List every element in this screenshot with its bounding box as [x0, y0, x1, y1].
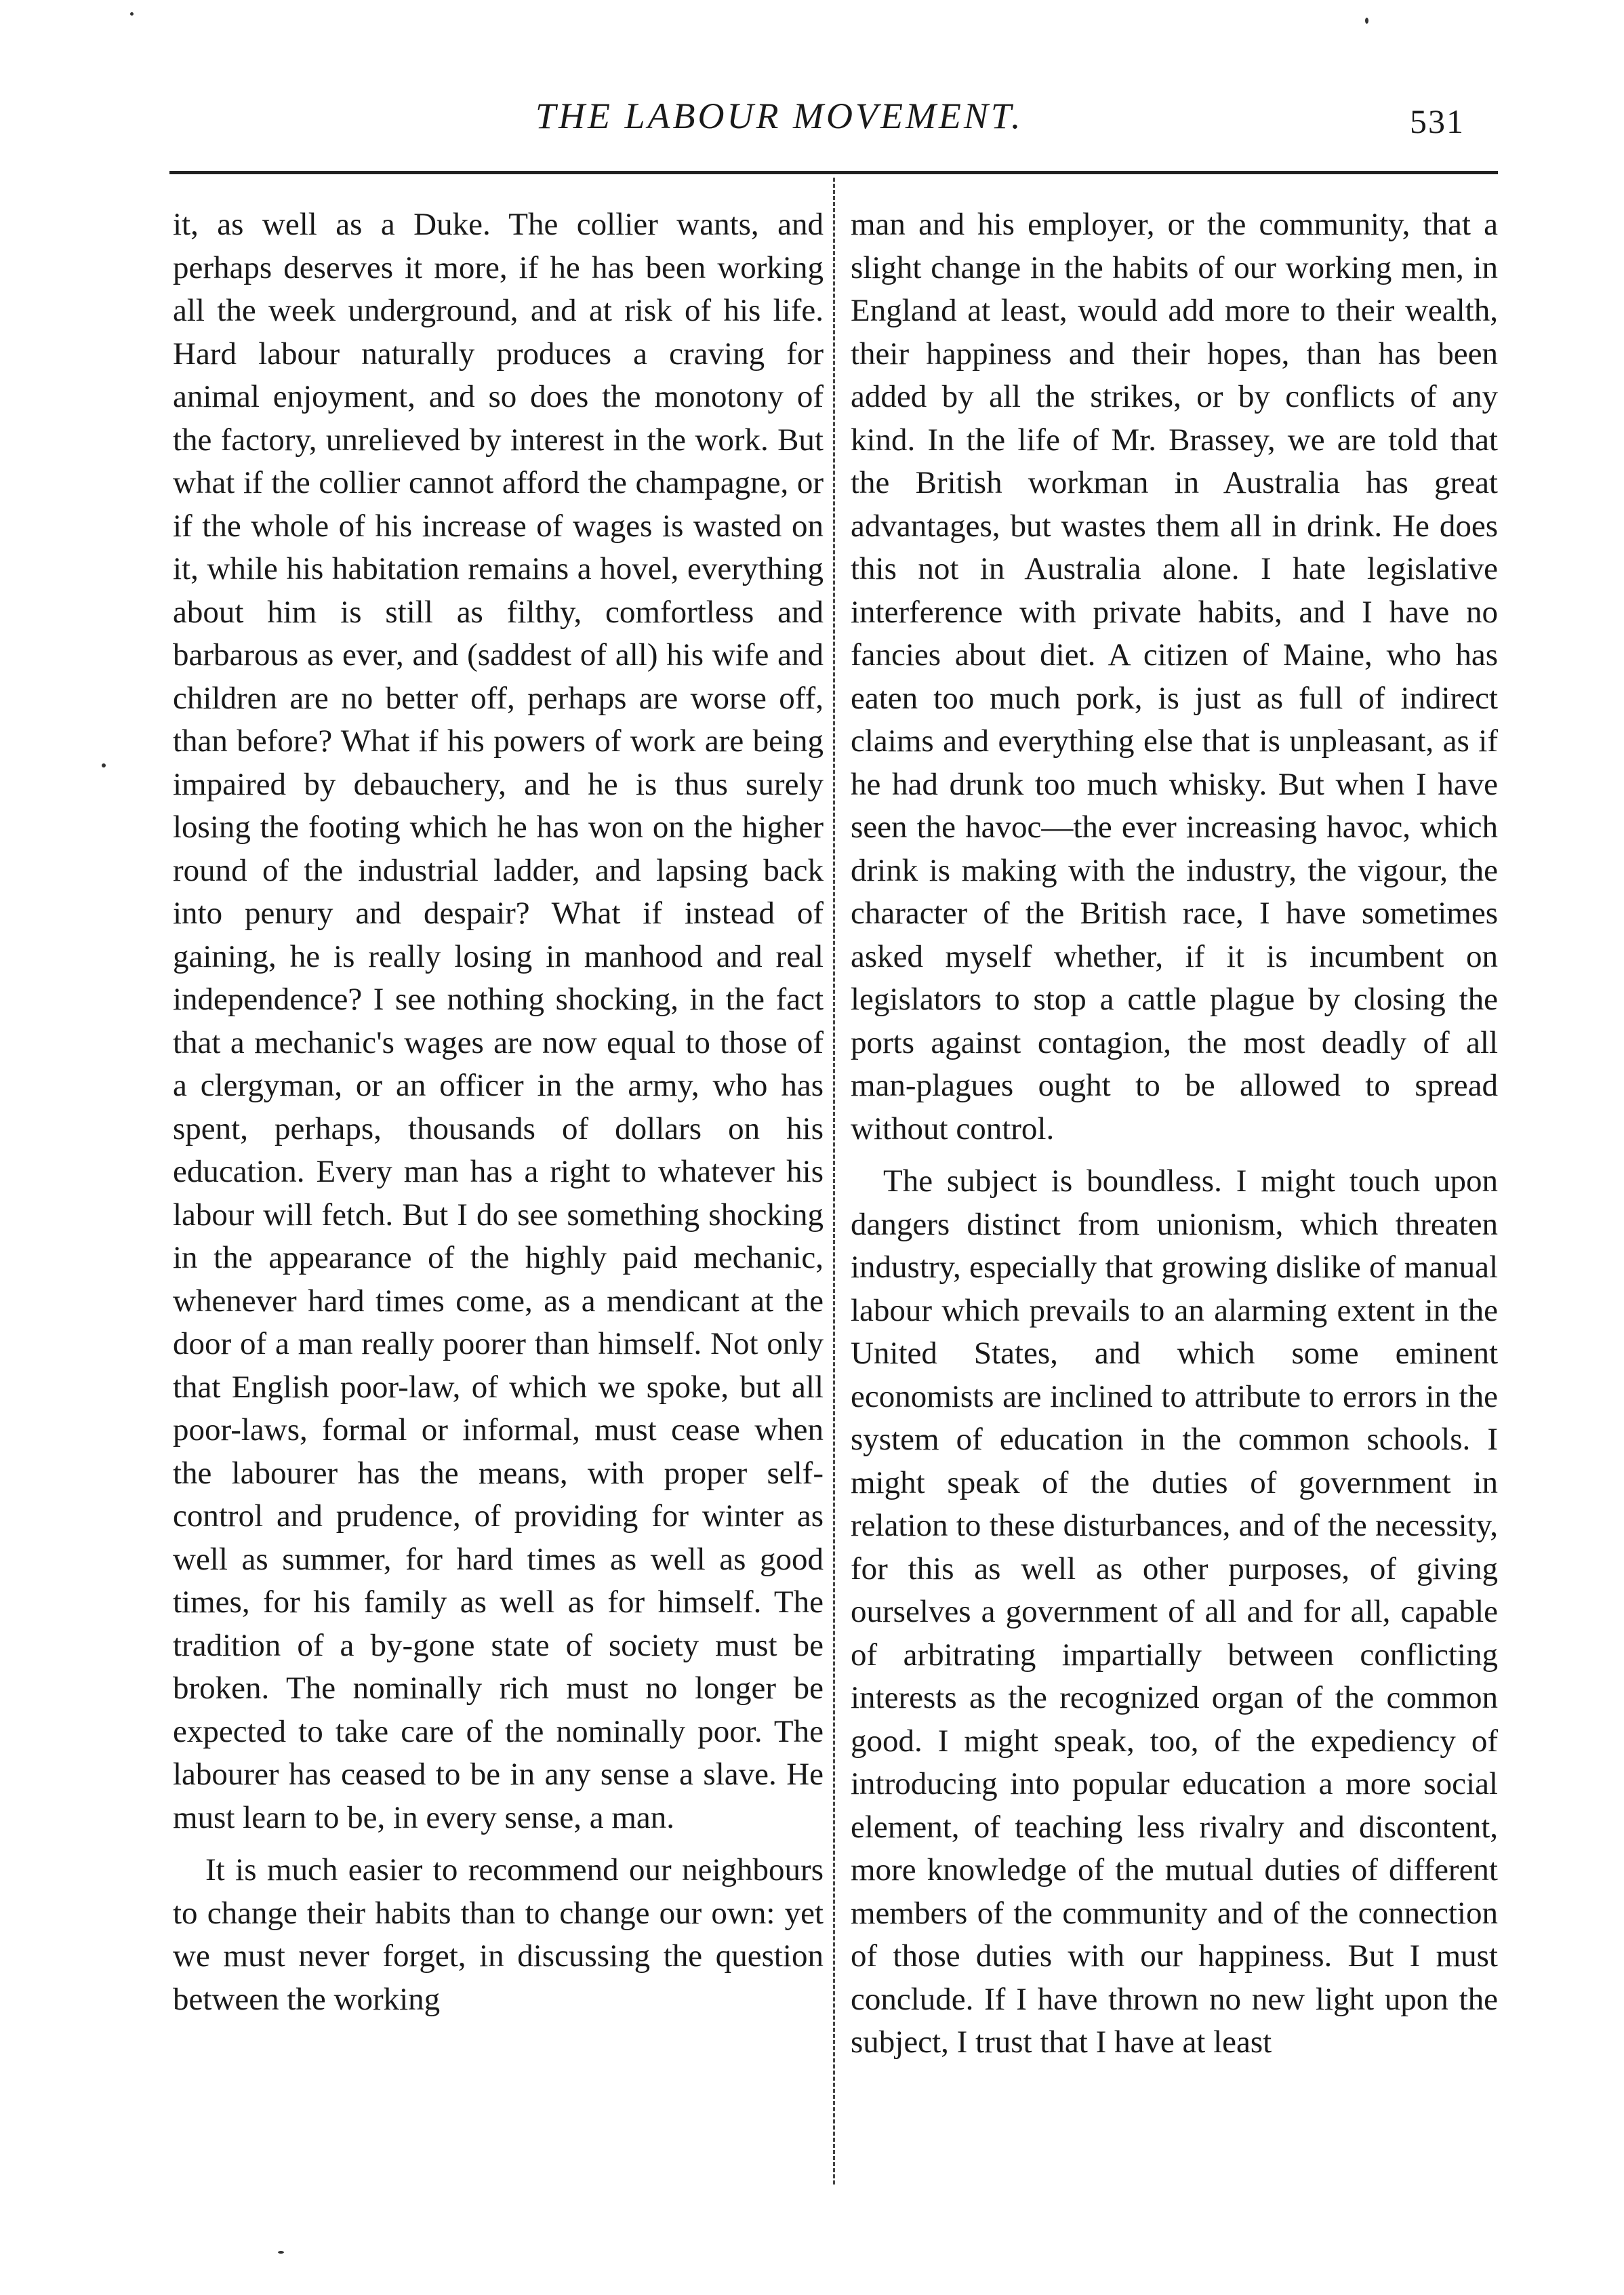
right-paragraph-1: man and his employer, or the community, that a slight change in the habits of our working men, in England at least, would add more to their wealth, their happiness and their hopes, than has been added by all the strikes, or by conflicts of any kind. In the life of Mr. Brassey, we are told that the British workman in Australia has great advantages, but wastes them all in drink. He does this not in Australia alone. I hate legislative interference with private habits, and I have no fancies about diet. A citizen of Maine, who has eaten too much pork, is just as full of indirect claims and everything else that is unpleasant, as if he had drunk too much whisky. But when I have seen the havoc—the ever increasing havoc, which drink is making with the industry, the vigour, the character of the British race, I have sometimes asked myself whether, if it is incumbent on legislators to stop a cattle plague by closing the ports against contagion, the most deadly of all man-plagues ought to be allowed to spread without control.	[851, 207, 1498, 1146]
left-column	[173, 203, 824, 2021]
right-paragraph-2: The subject is boundless. I might touch upon dangers distinct from unionism, which threaten industry, especially that growing dislike of manual labour which prevails to an alarming extent in the United States, and which some eminent economists are inclined to attribute to errors in the system of education in the common schools. I might speak of the duties of government in relation to these disturbances, and of the necessity, for this as well as other purposes, of giving ourselves a government of all and for all, capable of arbitrating impartially between conflicting interests as the recognized organ of the common good. I might speak, too, of the expediency of introducing into popular education a more social element, of teaching less rivalry and discontent, more knowledge of the mutual duties of different members of the community and of the connection of those duties with our happiness. But I must conclude. If I have thrown no new light upon the subject, I trust that I have at least	[851, 1163, 1498, 2060]
header-rule	[169, 171, 1498, 174]
left-paragraph-1: it, as well as a Duke. The collier wants, and perhaps deserves it more, if he has been working all the week underground, and at risk of his life. Hard labour naturally produces a craving for animal enjoyment, and so does the monotony of the factory, unrelieved by interest in the work. But what if the collier cannot afford the champagne, or if the whole of his increase of wages is wasted on it, while his habitation remains a hovel, everything about him is still as filthy, comfortless and barbarous as ever, and (saddest of all) his wife and children are no better off, perhaps are worse off, than before? What if his powers of work are being impaired by debauchery, and he is thus surely losing the footing which he has won on the higher round of the industrial ladder, and lapsing back into penury and despair? What if instead of gaining, he is really losing in manhood and real independence? I see nothing shocking, in the fact that a mechanic's wages are now equal to those of a clergyman, or an officer in the army, who has spent, perhaps, thousands of dollars on his education. Every man has a right to whatever his labour will fetch. But I do see something shocking in the appearance of the highly paid mechanic, whenever hard times come, as a mendicant at the door of a man really poorer than himself. Not only that English poor-law, of which we spoke, but all poor-laws, formal or informal, must cease when the labourer has the means, with proper self-control and prudence, of providing for winter as well as summer, for hard times as well as good times, for his family as well as for himself. The tradition of a by-gone state of society must be broken. The nominally rich must no longer be expected to take care of the nominally poor. The labourer has ceased to be in any sense a slave. He must learn to be, in every sense, a man.	[173, 207, 824, 1835]
print-speck	[102, 763, 106, 767]
running-title: THE LABOUR MOVEMENT.	[535, 96, 1023, 136]
print-speck	[130, 12, 134, 16]
right-column	[851, 203, 1498, 2064]
print-speck	[1365, 18, 1368, 24]
left-paragraph-2: It is much easier to recommend our neighbours to change their habits than to change our own: yet we must never forget, in discussing the question between the working	[173, 1852, 824, 2017]
running-header	[0, 95, 1624, 142]
column-divider	[833, 178, 835, 2184]
print-speck	[278, 2251, 284, 2254]
page-number: 531	[1410, 102, 1465, 140]
